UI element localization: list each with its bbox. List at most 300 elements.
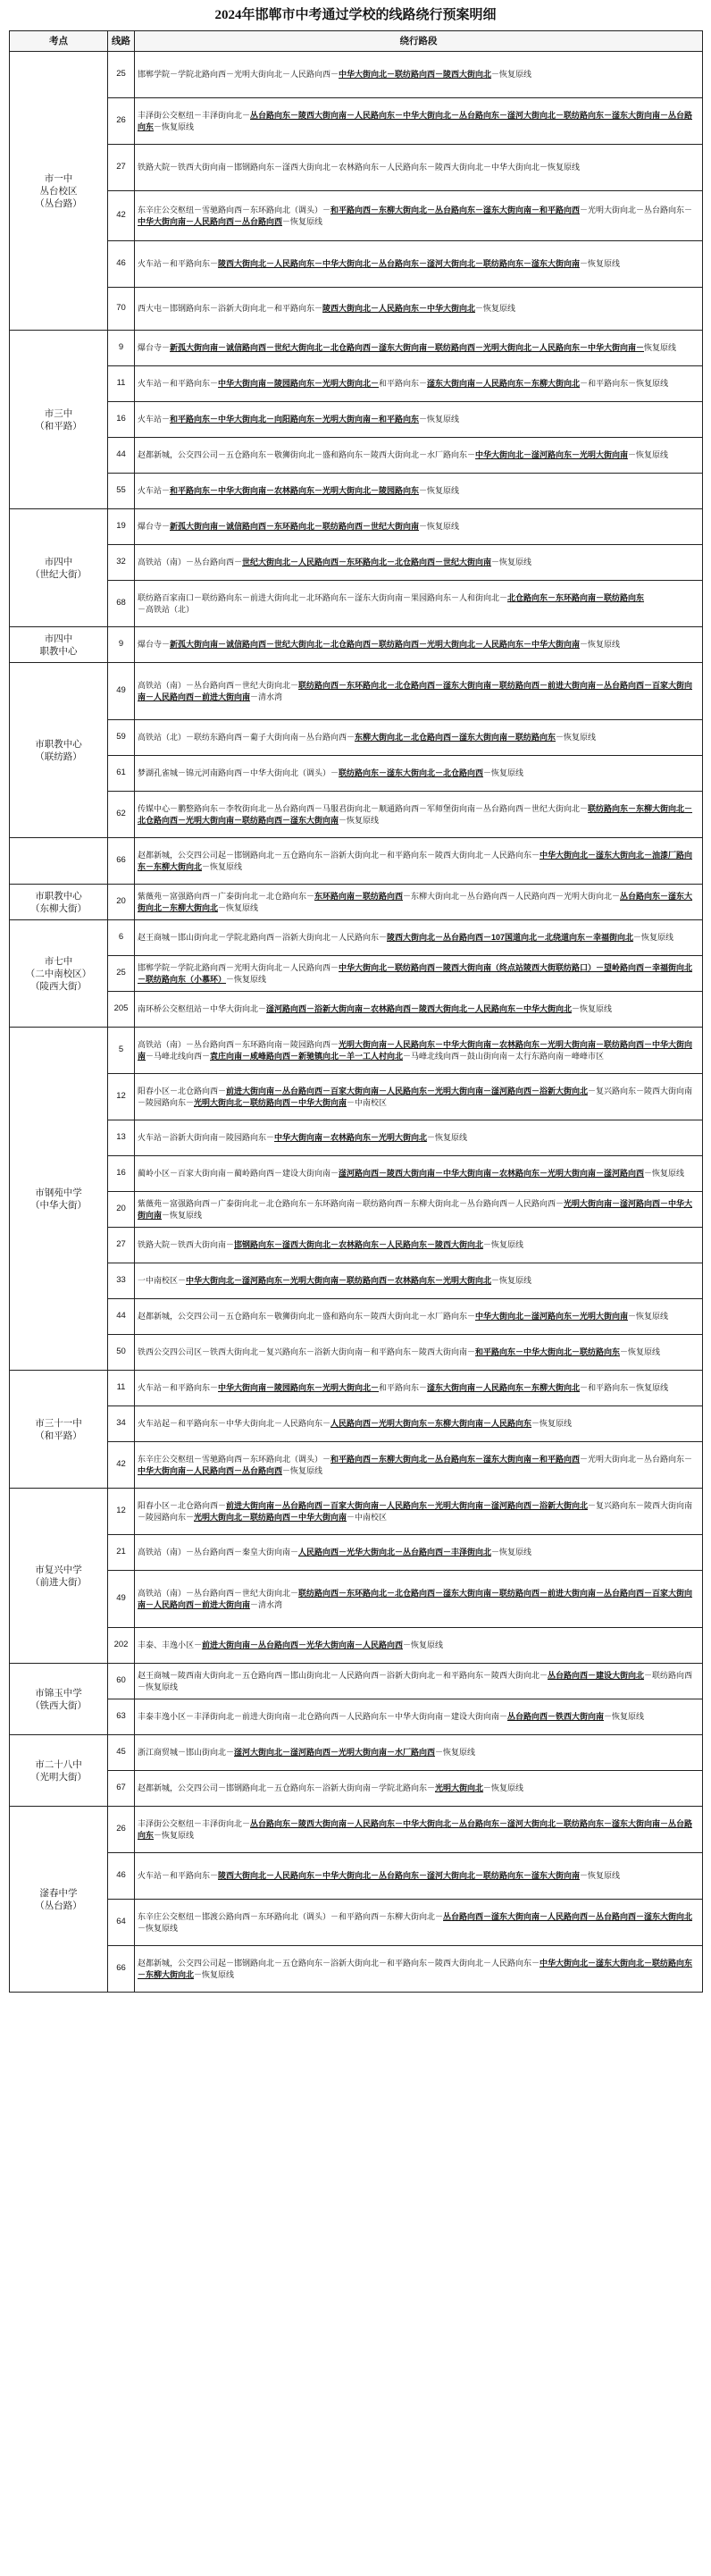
route-cell bbox=[135, 1664, 703, 1699]
route-cell bbox=[135, 885, 703, 920]
route-cell bbox=[135, 438, 703, 474]
detour-segment: 邯钢路向东－滏西大街向北－农林路向东－人民路向东－陵西大街向北 bbox=[234, 1240, 484, 1250]
line-number-cell: 20 bbox=[108, 885, 135, 920]
route-segment: 紫薇苑－富强路向西－广泰街向北－北仓路向东－东环路向南－联纺路向西－东柳大街向北－丛台路向西－人民路向西－ bbox=[138, 1199, 565, 1209]
detour-segment: 光明大街向南－滏河路向西－中华大街向南 bbox=[138, 1199, 693, 1220]
detour-segment: 联纺路向西－东环路向北－北仓路向西－滏东大街向南－联纺路向西－前进大街向南－丛台路向西－百家大街向南－人民路向西－前进大街向南 bbox=[138, 1589, 693, 1609]
detour-segment: 滏河路向西－陵西大街向南－中华大街向南－农林路向东－光明大街向南－滏河路向西 bbox=[339, 1169, 645, 1179]
route-cell bbox=[135, 1699, 703, 1735]
route-segment: 高铁站（北）－联纺东路向西－葡子大街向南－丛台路向西－ bbox=[138, 733, 356, 743]
route-segment: －恢复原线 bbox=[194, 1969, 235, 1979]
route-segment: 传媒中心－鹏整路向东－李牧街向北－丛台路向西－马服君街向北－顺通路向西－军师堡街向南－丛台路向西－世纪大街向北－ bbox=[138, 804, 589, 814]
school-cell: 市复兴中学 （前进大街） bbox=[10, 1489, 108, 1664]
route-segment: 铁路大院－铁西大街向南－ bbox=[138, 163, 235, 172]
detour-segment: 世纪大街向北－人民路向西－东环路向北－北仓路向西－世纪大街向南 bbox=[242, 558, 492, 567]
route-segment: 丰泽街公交枢纽－丰泽街向北－ bbox=[138, 1819, 251, 1829]
table-row bbox=[10, 1489, 703, 1535]
route-segment: －恢复原线 bbox=[491, 558, 532, 567]
route-cell bbox=[135, 663, 703, 720]
route-cell bbox=[135, 1335, 703, 1371]
route-cell bbox=[135, 838, 703, 885]
route-cell bbox=[135, 98, 703, 145]
route-segment: －恢复原线 bbox=[580, 259, 621, 269]
table-row bbox=[10, 1735, 703, 1771]
route-segment: 西大屯－邯钢路向东－浴新大街向北－和平路向东－ bbox=[138, 304, 323, 314]
table-row bbox=[10, 1771, 703, 1807]
line-number-cell: 25 bbox=[108, 52, 135, 98]
table-row bbox=[10, 663, 703, 720]
detour-segment: 人民路向西－光华大街向北－丛台路向西－丰泽街向北 bbox=[298, 1548, 492, 1557]
route-cell bbox=[135, 1853, 703, 1900]
line-number-cell: 46 bbox=[108, 241, 135, 288]
table-row bbox=[10, 1299, 703, 1335]
table-body bbox=[10, 52, 703, 1993]
line-number-cell: 49 bbox=[108, 1571, 135, 1628]
line-number-cell: 205 bbox=[108, 992, 135, 1028]
route-cell bbox=[135, 331, 703, 366]
route-segment: －光明大街向北－丛台路向东－ bbox=[580, 206, 693, 215]
line-number-cell: 9 bbox=[108, 627, 135, 663]
table-row bbox=[10, 1853, 703, 1900]
table-row bbox=[10, 956, 703, 992]
route-segment: 火车站－和平路向东－ bbox=[138, 379, 219, 389]
line-number-cell: 59 bbox=[108, 720, 135, 756]
table-row bbox=[10, 756, 703, 792]
line-number-cell: 33 bbox=[108, 1263, 135, 1299]
route-segment: －恢复原线 bbox=[427, 1133, 468, 1143]
route-segment: －高铁站（北） bbox=[138, 604, 195, 614]
detour-segment: 光明大街向北 bbox=[435, 1783, 484, 1793]
table-row bbox=[10, 402, 703, 438]
detour-segment: 中华大街向北－联纺路向西－陵西大街向北 bbox=[339, 70, 492, 80]
detour-segment: 陵西大街向北－丛台路向西－107国道向北－北绕道向东－幸福街向北 bbox=[387, 933, 634, 943]
detour-segment: 新孤大街向南－诚信路向西－世纪大街向北－北仓路向西－滏东大街向南－联纺路向西－光明大街向北－人民路向东－中华大街向南－ bbox=[170, 343, 645, 353]
table-row bbox=[10, 1571, 703, 1628]
line-number-cell: 42 bbox=[108, 1442, 135, 1489]
route-segment: －清水湾 bbox=[250, 1599, 283, 1609]
header-line: 线路 bbox=[108, 31, 135, 52]
table-row bbox=[10, 1156, 703, 1192]
detour-segment: 和平路向西－东柳大街向北－丛台路向东－滏东大街向南－和平路向西 bbox=[330, 206, 581, 215]
line-number-cell: 11 bbox=[108, 1371, 135, 1406]
line-number-cell: 25 bbox=[108, 956, 135, 992]
route-segment: 火车站－ bbox=[138, 415, 171, 424]
route-segment: －恢复原线 bbox=[620, 1347, 661, 1357]
detour-segment: 新孤大街向南－诚信路向西－东环路向北－联纺路向西－世纪大街向南 bbox=[170, 522, 420, 532]
route-segment: 邯钢路向东－滏西大街向北－农林路向东－人民路向东－陵西大街向北－中华大街向北 bbox=[234, 163, 540, 172]
line-number-cell: 70 bbox=[108, 288, 135, 331]
detour-segment: 中华大街向北－滏东大街向北－油漆厂路向东－东柳大街向北 bbox=[138, 851, 693, 871]
route-segment: －恢复原线 bbox=[154, 122, 195, 131]
table-row bbox=[10, 720, 703, 756]
route-segment: －恢复原线 bbox=[419, 415, 460, 424]
table-row bbox=[10, 1699, 703, 1735]
route-segment: －马峰北线向西－ bbox=[146, 1051, 211, 1061]
table-row bbox=[10, 52, 703, 98]
detour-segment: 联纺路向东－东柳大街向北－北仓路向西－ bbox=[138, 804, 693, 825]
route-segment: －中南校区 bbox=[347, 1512, 388, 1522]
line-number-cell: 64 bbox=[108, 1900, 135, 1946]
table-row bbox=[10, 545, 703, 581]
detour-segment: 中华大街向南－人民路向西－丛台路向西 bbox=[138, 216, 283, 226]
route-segment: －恢复原线 bbox=[282, 1465, 323, 1475]
detour-segment: 和平路向东－中华大街向南－农林路向东－光明大街向北－陵园路向东 bbox=[170, 486, 420, 496]
route-segment: －恢复原线 bbox=[491, 70, 532, 80]
route-segment: 赵都新城，公交四公司－邯钢路向北－五仓路向东－浴新大街向南－学院北路向东－ bbox=[138, 1783, 436, 1793]
detour-segment: 丛台路向西－建设大街向北 bbox=[548, 1671, 645, 1681]
route-cell bbox=[135, 145, 703, 191]
school-cell: 市七中 （二中南校区） （陵西大街） bbox=[10, 920, 108, 1028]
detour-segment: 和平路向东－中华大街向北－联纺路向东 bbox=[475, 1347, 621, 1357]
detour-segment: 中华大街向南－陵园路向东－光明大街向北－ bbox=[218, 1383, 380, 1393]
line-number-cell: 49 bbox=[108, 663, 135, 720]
route-cell bbox=[135, 191, 703, 241]
route-cell bbox=[135, 1571, 703, 1628]
table-row bbox=[10, 1120, 703, 1156]
line-number-cell: 34 bbox=[108, 1406, 135, 1442]
route-segment: －恢复原线 bbox=[218, 902, 259, 912]
route-segment: －恢复原线 bbox=[572, 1004, 613, 1014]
table-row bbox=[10, 792, 703, 838]
table-row bbox=[10, 1263, 703, 1299]
detour-segment: 中华大街向北－联纺路向西－陵西大街向南（终点站陵西大街联纺路口）－望岭路向西－幸福街向北－联纺路向东（小慕环） bbox=[138, 963, 693, 984]
school-cell: 市一中 丛台校区 （丛台路） bbox=[10, 52, 108, 331]
route-segment: 火车站起－和平路向东－中华大街向北－人民路向东－ bbox=[138, 1419, 331, 1429]
route-cell bbox=[135, 1406, 703, 1442]
detour-segment: 和平路向东－中华大街向北－向阳路向东－光明大街向南－和平路向东 bbox=[170, 415, 420, 424]
route-cell bbox=[135, 545, 703, 581]
route-segment: －联纺路向西－恢复原线 bbox=[138, 1671, 693, 1691]
route-cell bbox=[135, 288, 703, 331]
route-segment: 和平路向东－ bbox=[379, 379, 428, 389]
route-segment: －恢复原线 bbox=[226, 974, 267, 984]
table-row bbox=[10, 1028, 703, 1074]
route-segment: 东辛庄公交枢纽－雪驰路向西－东环路向北（调头）－ bbox=[138, 206, 331, 215]
route-segment: －东柳大街向北－丛台路向西－人民路向西－光明大街向北－ bbox=[403, 892, 621, 902]
detour-segment: 东环路向南－联纺路向西 bbox=[314, 892, 404, 902]
detour-segment: 前进大街向南－丛台路向西－光华大街向南－人民路向西 bbox=[202, 1640, 404, 1650]
table-row bbox=[10, 98, 703, 145]
route-segment: －恢复原线 bbox=[531, 1419, 573, 1429]
route-segment: 赵都新城，公交四公司起－邯钢路向北－五仓路向东－浴新大街向北－和平路向东－陵西大街向北－人民路向东－ bbox=[138, 851, 540, 860]
route-segment: －恢复原线 bbox=[580, 640, 621, 650]
route-cell bbox=[135, 792, 703, 838]
detour-segment: 滏东大街向南－人民路向东－东柳大街向北 bbox=[427, 379, 581, 389]
route-segment: 高铁站（南）－丛台路向西－秦皇大街向南－ bbox=[138, 1548, 299, 1557]
route-segment: 赵王商城－邯山街向北－学院北路向西－浴新大街向北－人民路向东－ bbox=[138, 933, 388, 943]
detour-segment: 袁庄向南－咸峰路向西－新驰镇向北－羊一工人村向北 bbox=[210, 1051, 404, 1061]
line-number-cell: 50 bbox=[108, 1335, 135, 1371]
route-table bbox=[9, 30, 703, 1993]
route-segment: 梦湖孔雀城－锦元河南路向西－中华大街向北（调头）－ bbox=[138, 768, 339, 778]
route-segment: －恢复原线 bbox=[202, 861, 243, 871]
detour-segment: 中华大街向南－人民路向西－丛台路向西 bbox=[138, 1465, 283, 1475]
detour-segment: 东柳大街向北－北仓路向西－滏东大街向南－联纺路向东 bbox=[355, 733, 556, 743]
route-cell bbox=[135, 1074, 703, 1120]
route-cell bbox=[135, 720, 703, 756]
route-segment: 铁路大院－铁西大街向南－ bbox=[138, 1240, 235, 1250]
detour-segment: 滏河大街向北－滏河路向西－光明大街向南－水厂路向西 bbox=[234, 1748, 436, 1758]
route-cell bbox=[135, 1900, 703, 1946]
detour-segment: 中华大街向北－滏河路向东－光明大街向南 bbox=[475, 450, 629, 460]
route-segment: 东辛庄公交枢纽－邯渡公路向西－东环路向北（调头）－和平路向西－东柳大街向北－ bbox=[138, 1912, 444, 1922]
header-route: 绕行路段 bbox=[135, 31, 703, 52]
route-cell bbox=[135, 1489, 703, 1535]
detour-segment: 前进大街向南－丛台路向西－百家大街向南－人民路向东－光明大街向南－滏河路向西－浴新大街向北 bbox=[226, 1501, 589, 1511]
table-row bbox=[10, 1664, 703, 1699]
route-cell bbox=[135, 1735, 703, 1771]
route-cell bbox=[135, 1442, 703, 1489]
table-row bbox=[10, 241, 703, 288]
detour-segment: 光明大街向南－联纺路向西－滏东大街向南 bbox=[186, 815, 339, 825]
route-segment: 赵都新城，公交四公司起－邯钢路向北－五仓路向东－浴新大街向北－和平路向东－陵西大街向北－人民路向东－ bbox=[138, 1959, 540, 1968]
line-number-cell: 66 bbox=[108, 838, 135, 885]
detour-segment: 丛台路向西－铁西大街向南 bbox=[507, 1712, 605, 1722]
route-cell bbox=[135, 581, 703, 627]
route-cell bbox=[135, 992, 703, 1028]
school-cell: 市锦玉中学 （铁西大街） bbox=[10, 1664, 108, 1735]
page-title: 2024年邯郸市中考通过学校的线路绕行预案明细 bbox=[214, 8, 497, 22]
school-cell: 市三十一中 （和平路） bbox=[10, 1371, 108, 1489]
route-segment: －恢复原线 bbox=[628, 450, 669, 460]
route-cell bbox=[135, 52, 703, 98]
school-cell: 市三中 （和平路） bbox=[10, 331, 108, 509]
route-segment: －恢复原线 bbox=[633, 933, 674, 943]
detour-segment: 和平路向西－东柳大街向北－丛台路向东－滏东大街向南－和平路向西 bbox=[330, 1455, 581, 1464]
line-number-cell: 44 bbox=[108, 438, 135, 474]
route-segment: －恢复原线 bbox=[580, 1871, 621, 1881]
route-segment: 火车站－和平路向东－ bbox=[138, 1383, 219, 1393]
route-segment: 蔺岭小区－百家大街向南－蔺岭路向西－建设大街向南－ bbox=[138, 1169, 339, 1179]
line-number-cell: 66 bbox=[108, 1946, 135, 1993]
route-cell bbox=[135, 1535, 703, 1571]
line-number-cell: 19 bbox=[108, 509, 135, 545]
detour-segment: 光明大街向南－人民路向东－中华大街向南－农林路向东－光明大街向南－联纺路向西－中华大街向南 bbox=[138, 1040, 693, 1061]
route-segment: 铁西公交四公司区－铁西大街向北－复兴路向东－浴新大街向南－和平路向东－陵西大街向南－ bbox=[138, 1347, 476, 1357]
header-row bbox=[10, 31, 703, 52]
detour-segment: 北仓路向东－东环路向南－联纺路向东 bbox=[507, 593, 645, 603]
school-cell: 滏春中学 （丛台路） bbox=[10, 1807, 108, 1993]
route-segment: 邯郸学院－学院北路向西－光明大街向北－人民路向西－ bbox=[138, 70, 339, 80]
route-segment: －马峰北线向西－鼓山街向南－太行东路向南－峰峰市区 bbox=[403, 1051, 605, 1061]
line-number-cell: 68 bbox=[108, 581, 135, 627]
route-segment: 联纺路百家南口－联纺路向东－前进大街向北－北环路向东－滏东大街向南－果园路向东－人和街向北－ bbox=[138, 593, 508, 603]
detour-segment: 丛台路向东－陵西大街向南－人民路向东－中华大街向北－丛台路向东－滏河大街向北－联纺路向东－滏东大街向南－丛台路向东 bbox=[138, 1819, 693, 1840]
detour-segment: 新孤大街向南－诚信路向西－世纪大街向北－北仓路向西－联纺路向西－光明大街向北－人民路向东－中华大街向南 bbox=[170, 640, 581, 650]
route-cell bbox=[135, 956, 703, 992]
detour-segment: 中华大街向南－陵园路向东－光明大街向北－ bbox=[218, 379, 380, 389]
detour-segment: 滏河路向西－浴新大街向南－农林路向西－陵西大街向北－人民路向东－中华大街向北 bbox=[266, 1004, 573, 1014]
route-segment: 阳春小区－北仓路向西－ bbox=[138, 1087, 227, 1096]
school-cell: 市钢苑中学 （中华大街） bbox=[10, 1028, 108, 1371]
route-cell bbox=[135, 920, 703, 956]
route-segment: －复兴路向东－陵西大街向南－陵园路向东－ bbox=[138, 1501, 693, 1522]
route-segment: 东辛庄公交枢纽－雪驰路向西－东环路向北（调头）－ bbox=[138, 1455, 331, 1464]
detour-segment: 丛台路向东－滏东大街向北－东柳大街向北 bbox=[138, 892, 693, 912]
table-row bbox=[10, 1807, 703, 1853]
route-cell bbox=[135, 1156, 703, 1192]
detour-segment: 中华大街向南－农林路向东－光明大街向北 bbox=[274, 1133, 428, 1143]
route-segment: －和平路向东－恢复原线 bbox=[580, 1383, 669, 1393]
detour-segment: 中华大街向北－滏河路向东－光明大街向南－联纺路向西－农林路向东－光明大街向北 bbox=[186, 1276, 492, 1286]
route-cell bbox=[135, 1628, 703, 1664]
table-row bbox=[10, 1335, 703, 1371]
route-segment: 赵都新城，公交四公司－五仓路向东－敬狮街向北－盛和路向东－陵西大街向北－水厂路向东－ bbox=[138, 1312, 476, 1322]
line-number-cell: 13 bbox=[108, 1120, 135, 1156]
line-number-cell: 16 bbox=[108, 1156, 135, 1192]
line-number-cell: 61 bbox=[108, 756, 135, 792]
route-cell bbox=[135, 241, 703, 288]
line-number-cell: 12 bbox=[108, 1489, 135, 1535]
detour-segment: 丛台路向东－陵西大街向南－人民路向东－中华大街向北－丛台路向东－滏河大街向北－联纺路向东－滏东大街向南－丛台路向东 bbox=[138, 111, 693, 131]
table-row bbox=[10, 1535, 703, 1571]
table-row bbox=[10, 366, 703, 402]
route-segment: 紫薇苑－富强路向西－广泰街向北－北仓路向东－ bbox=[138, 892, 315, 902]
route-segment: －恢复原线 bbox=[644, 1169, 685, 1179]
line-number-cell: 11 bbox=[108, 366, 135, 402]
route-cell bbox=[135, 1228, 703, 1263]
route-cell bbox=[135, 627, 703, 663]
detour-segment: 陵西大街向北－人民路向东－中华大街向北－丛台路向东－滏河大街向北－联纺路向东－滏东大街向南 bbox=[218, 1871, 581, 1881]
table-row bbox=[10, 1900, 703, 1946]
detour-segment: 陵西大街向北－人民路向东－中华大街向北－丛台路向东－滏河大街向北－联纺路向东－滏东大街向南 bbox=[218, 259, 581, 269]
line-number-cell: 20 bbox=[108, 1192, 135, 1228]
route-cell bbox=[135, 1263, 703, 1299]
school-cell: 市二十八中 （光明大街） bbox=[10, 1735, 108, 1807]
detour-segment: 联纺路向西－东环路向北－北仓路向西－滏东大街向南－联纺路向西－前进大街向南－丛台路向西－百家大街向南－人民路向西－前进大街向南 bbox=[138, 681, 693, 701]
table-row bbox=[10, 1628, 703, 1664]
route-segment: －恢复原线 bbox=[491, 1276, 532, 1286]
school-cell: 市职教中心 （联纺路） bbox=[10, 663, 108, 838]
line-number-cell: 9 bbox=[108, 331, 135, 366]
line-number-cell: 60 bbox=[108, 1664, 135, 1699]
detour-segment: 光明大街向北－联纺路向西－中华大街向南 bbox=[194, 1512, 347, 1522]
route-segment: －清水湾 bbox=[250, 692, 283, 701]
route-cell bbox=[135, 1299, 703, 1335]
line-number-cell: 46 bbox=[108, 1853, 135, 1900]
table-row bbox=[10, 191, 703, 241]
detour-segment: 前进大街向南－丛台路向西－百家大街向南－人民路向东－光明大街向南－滏河路向西－浴新大街向北 bbox=[226, 1087, 589, 1096]
line-number-cell: 62 bbox=[108, 792, 135, 838]
table-row bbox=[10, 1442, 703, 1489]
detour-segment: 联纺路向东－滏东大街向北－北仓路向西 bbox=[339, 768, 484, 778]
detour-segment: 滏东大街向南－人民路向东－东柳大街向北 bbox=[427, 1383, 581, 1393]
route-segment: －恢复原线 bbox=[628, 1312, 669, 1322]
route-segment: 火车站－和平路向东－ bbox=[138, 259, 219, 269]
route-segment: 火车站－和平路向东－ bbox=[138, 1871, 219, 1881]
route-segment: 爆台寺－ bbox=[138, 640, 171, 650]
route-segment: 火车站－ bbox=[138, 486, 171, 496]
detour-segment: 光明大街向北－联纺路向西－中华大街向南 bbox=[194, 1097, 347, 1107]
table-row bbox=[10, 288, 703, 331]
table-row bbox=[10, 1406, 703, 1442]
line-number-cell: 26 bbox=[108, 98, 135, 145]
line-number-cell: 67 bbox=[108, 1771, 135, 1807]
route-segment: 高铁站（南）－丛台路向西－ bbox=[138, 558, 243, 567]
detour-segment: 丛台路向西－滏东大街向南－人民路向西－丛台路向西－滏东大街向北 bbox=[443, 1912, 693, 1922]
route-segment: －恢复原线 bbox=[419, 522, 460, 532]
route-segment: 阳春小区－北仓路向西－ bbox=[138, 1501, 227, 1511]
table-row bbox=[10, 920, 703, 956]
route-segment: 一中南校区－ bbox=[138, 1276, 187, 1286]
route-segment: －恢复原线 bbox=[483, 1240, 524, 1250]
table-row bbox=[10, 627, 703, 663]
school-cell: 市四中 （世纪大街） bbox=[10, 509, 108, 627]
header-school: 考点 bbox=[10, 31, 108, 52]
route-segment: 邯郸学院－学院北路向西－光明大街向北－人民路向西－ bbox=[138, 963, 339, 973]
table-row bbox=[10, 838, 703, 885]
route-segment: －恢复原线 bbox=[435, 1748, 476, 1758]
route-cell bbox=[135, 509, 703, 545]
line-number-cell: 27 bbox=[108, 145, 135, 191]
line-number-cell: 27 bbox=[108, 1228, 135, 1263]
route-segment: －恢复原线 bbox=[339, 815, 380, 825]
line-number-cell: 202 bbox=[108, 1628, 135, 1664]
route-segment: 爆台寺－ bbox=[138, 343, 171, 353]
route-cell bbox=[135, 1771, 703, 1807]
route-segment: －恢复原线 bbox=[604, 1712, 645, 1722]
route-cell bbox=[135, 474, 703, 509]
line-number-cell: 6 bbox=[108, 920, 135, 956]
route-cell bbox=[135, 756, 703, 792]
route-segment: 高铁站（南）－丛台路向西－东环路向南－陵园路向西－ bbox=[138, 1040, 339, 1050]
route-segment: 浙江商贸城－邯山街向北－ bbox=[138, 1748, 235, 1758]
route-segment: －中南校区 bbox=[347, 1097, 388, 1107]
route-cell bbox=[135, 366, 703, 402]
route-cell bbox=[135, 1028, 703, 1074]
line-number-cell: 44 bbox=[108, 1299, 135, 1335]
route-segment: 赵都新城，公交四公司－五仓路向东－敬狮街向北－盛和路向东－陵西大街向北－水厂路向东－ bbox=[138, 450, 476, 460]
route-segment: －复兴路向东－陵西大街向南－陵园路向东－ bbox=[138, 1087, 693, 1107]
route-segment: －恢复原线 bbox=[483, 1783, 524, 1793]
route-cell bbox=[135, 402, 703, 438]
detour-segment: 中华大街向北－滏河路向东－光明大街向南 bbox=[475, 1312, 629, 1322]
route-segment: 恢复原线 bbox=[644, 343, 677, 353]
route-segment: 丰泰丰逸小区－丰泽街向北－前进大街向南－北仓路向西－人民路向东－中华大街向南－建设大街向南－ bbox=[138, 1712, 508, 1722]
detour-segment: 中华大街向北－滏东大街向北－联纺路向东－东柳大街向北 bbox=[138, 1959, 693, 1979]
table-row bbox=[10, 474, 703, 509]
table-row bbox=[10, 1192, 703, 1228]
line-number-cell: 12 bbox=[108, 1074, 135, 1120]
table-row bbox=[10, 581, 703, 627]
route-segment: －恢复原线 bbox=[419, 486, 460, 496]
route-segment: 和平路向东－ bbox=[379, 1383, 428, 1393]
route-segment: 南环桥公交枢纽站－中华大街向北－ bbox=[138, 1004, 267, 1014]
route-segment: －光明大街向北－丛台路向东－ bbox=[580, 1455, 693, 1464]
route-segment: 爆台寺－ bbox=[138, 522, 171, 532]
route-segment: 高铁站（南）－丛台路向西－世纪大街向北－ bbox=[138, 1589, 299, 1598]
table-row bbox=[10, 1371, 703, 1406]
route-cell bbox=[135, 1946, 703, 1993]
line-number-cell: 45 bbox=[108, 1735, 135, 1771]
line-number-cell: 16 bbox=[108, 402, 135, 438]
school-cell: 市职教中心 （东柳大街） bbox=[10, 885, 108, 920]
route-segment: 高铁站（南）－丛台路向西－世纪大街向北－ bbox=[138, 681, 299, 691]
route-segment: －恢复原线 bbox=[154, 1830, 195, 1840]
table-row bbox=[10, 145, 703, 191]
route-segment: －恢复原线 bbox=[162, 1210, 203, 1220]
line-number-cell: 42 bbox=[108, 191, 135, 241]
route-cell bbox=[135, 1807, 703, 1853]
table-row bbox=[10, 1228, 703, 1263]
route-segment: 赵王商城－陵西南大街向北－五仓路向西－邯山街向北－人民路向西－浴新大街向北－和平路向东－陵西大街向北－ bbox=[138, 1671, 548, 1681]
school-cell bbox=[10, 838, 108, 885]
route-cell bbox=[135, 1192, 703, 1228]
route-cell bbox=[135, 1371, 703, 1406]
route-segment: －恢复原线 bbox=[491, 1548, 532, 1557]
table-row bbox=[10, 992, 703, 1028]
route-segment: －和平路向东－恢复原线 bbox=[580, 379, 669, 389]
